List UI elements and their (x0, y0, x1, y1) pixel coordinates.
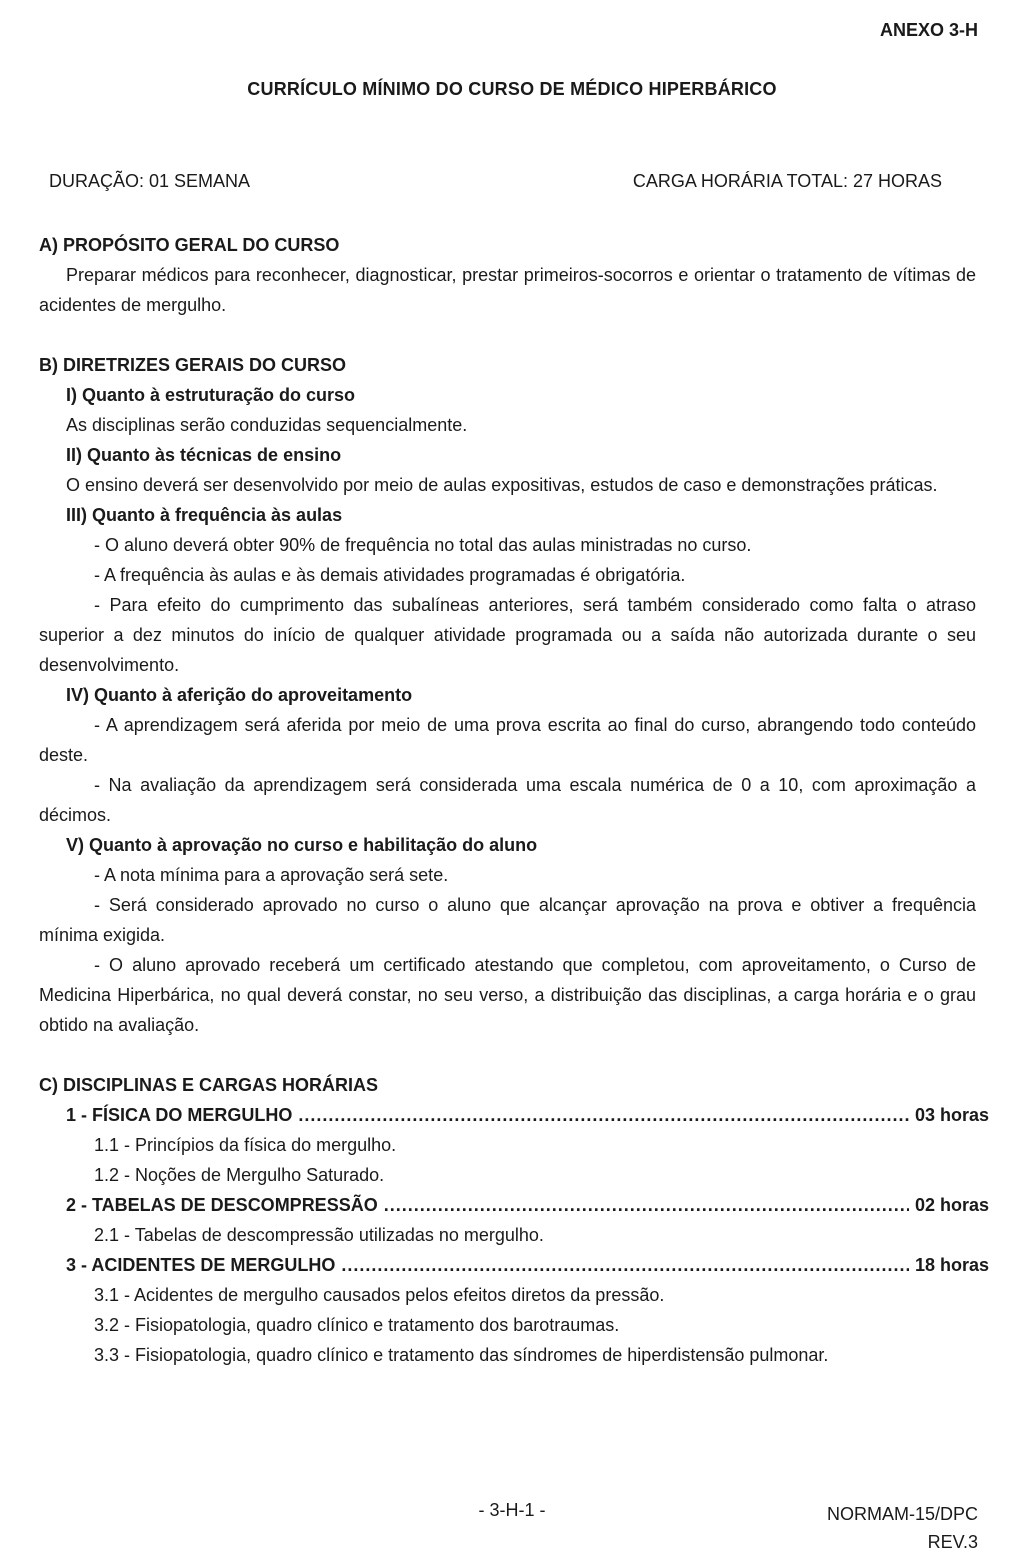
footer-reference (827, 1500, 978, 1556)
subsection-ii-text: O ensino deverá ser desenvolvido por meio de aulas expositivas, estudos de caso e demonstrações práticas. (66, 475, 938, 495)
course-duration: DURAÇÃO: 01 SEMANA (49, 171, 251, 191)
discipline-item-3-3: 3.3 - Fisiopatologia, quadro clínico e tratamento das síndromes de hiperdistensão pulmonar. (94, 1345, 829, 1365)
section-a-heading: A) PROPÓSITO GERAL DO CURSO (39, 235, 340, 255)
discipline-3-row (39, 1250, 989, 1280)
subsection-v-bullet-1: - A nota mínima para a aprovação será sete. (94, 865, 449, 885)
section-c-heading: C) DISCIPLINAS E CARGAS HORÁRIAS (39, 1075, 379, 1095)
discipline-1-row (39, 1100, 989, 1130)
section-b-heading: B) DIRETRIZES GERAIS DO CURSO (39, 355, 347, 375)
section-a-text: Preparar médicos para reconhecer, diagnosticar, prestar primeiros-socorros e orientar o tratamento de vítimas de acidentes de mergulho. (39, 265, 976, 315)
subsection-iv-title: IV) Quanto à aferição do aproveitamento (66, 685, 413, 705)
discipline-1-label: 1 - FÍSICA DO MERGULHO (66, 1105, 293, 1125)
dot-leader (384, 1190, 909, 1220)
subsection-iii-bullet-2: - A frequência às aulas e às demais atividades programadas é obrigatória. (94, 565, 686, 585)
subsection-v-title: V) Quanto à aprovação no curso e habilitação do aluno (66, 835, 538, 855)
discipline-item-1-1: 1.1 - Princípios da física do mergulho. (94, 1135, 397, 1155)
subsection-i-title: I) Quanto à estruturação do curso (66, 385, 356, 405)
discipline-2-hours: 02 horas (914, 1195, 989, 1215)
norm-code: NORMAM-15/DPC (826, 1504, 978, 1524)
subsection-v-bullet-2: - Será considerado aprovado no curso o aluno que alcançar aprovação na prova e obtiver a frequência mínima exigida. (39, 895, 976, 945)
total-workload: CARGA HORÁRIA TOTAL: 27 HORAS (632, 171, 942, 191)
discipline-2-label: 2 - TABELAS DE DESCOMPRESSÃO (66, 1195, 378, 1215)
discipline-item-2-1: 2.1 - Tabelas de descompressão utilizadas no mergulho. (94, 1225, 544, 1245)
subsection-i-text: As disciplinas serão conduzidas sequencialmente. (66, 415, 468, 435)
revision: REV.3 (927, 1532, 978, 1552)
discipline-2-row (39, 1190, 989, 1220)
document-body (39, 230, 989, 1370)
discipline-item-3-2: 3.2 - Fisiopatologia, quadro clínico e tratamento dos barotraumas. (94, 1315, 620, 1335)
subsection-iii-bullet-1: - O aluno deverá obter 90% de frequência no total das aulas ministradas no curso. (94, 535, 752, 555)
subsection-iv-bullet-2: - Na avaliação da aprendizagem será considerada uma escala numérica de 0 a 10, com aproximação a décimos. (39, 775, 976, 825)
discipline-3-hours: 18 horas (914, 1255, 989, 1275)
page-title: CURRÍCULO MÍNIMO DO CURSO DE MÉDICO HIPERBÁRICO (247, 79, 777, 99)
dot-leader (298, 1100, 909, 1130)
page-number: - 3-H-1 - (478, 1500, 546, 1520)
subsection-iii-bullet-3: - Para efeito do cumprimento das subalíneas anteriores, será também considerado como falta o atraso superior a dez minutos do início de qualquer atividade programada ou a saída não autorizada durante o seu desenvolvimento. (39, 595, 976, 675)
subsection-iii-title: III) Quanto à frequência às aulas (66, 505, 343, 525)
subsection-v-bullet-3: - O aluno aprovado receberá um certificado atestando que completou, com aproveitamento, o Curso de Medicina Hiperbárica, no qual deverá constar, no seu verso, a distribuição das disciplinas, a carga horária e o grau obtido na avaliação. (39, 955, 976, 1035)
discipline-item-3-1: 3.1 - Acidentes de mergulho causados pelos efeitos diretos da pressão. (94, 1285, 665, 1305)
subsection-ii-title: II) Quanto às técnicas de ensino (66, 445, 342, 465)
discipline-item-1-2: 1.2 - Noções de Mergulho Saturado. (94, 1165, 385, 1185)
discipline-1-hours: 03 horas (914, 1105, 989, 1125)
subsection-iv-bullet-1: - A aprendizagem será aferida por meio de uma prova escrita ao final do curso, abrangendo todo conteúdo deste. (39, 715, 976, 765)
dot-leader (341, 1250, 909, 1280)
discipline-3-label: 3 - ACIDENTES DE MERGULHO (66, 1255, 336, 1275)
annex-label: ANEXO 3-H (879, 20, 978, 40)
